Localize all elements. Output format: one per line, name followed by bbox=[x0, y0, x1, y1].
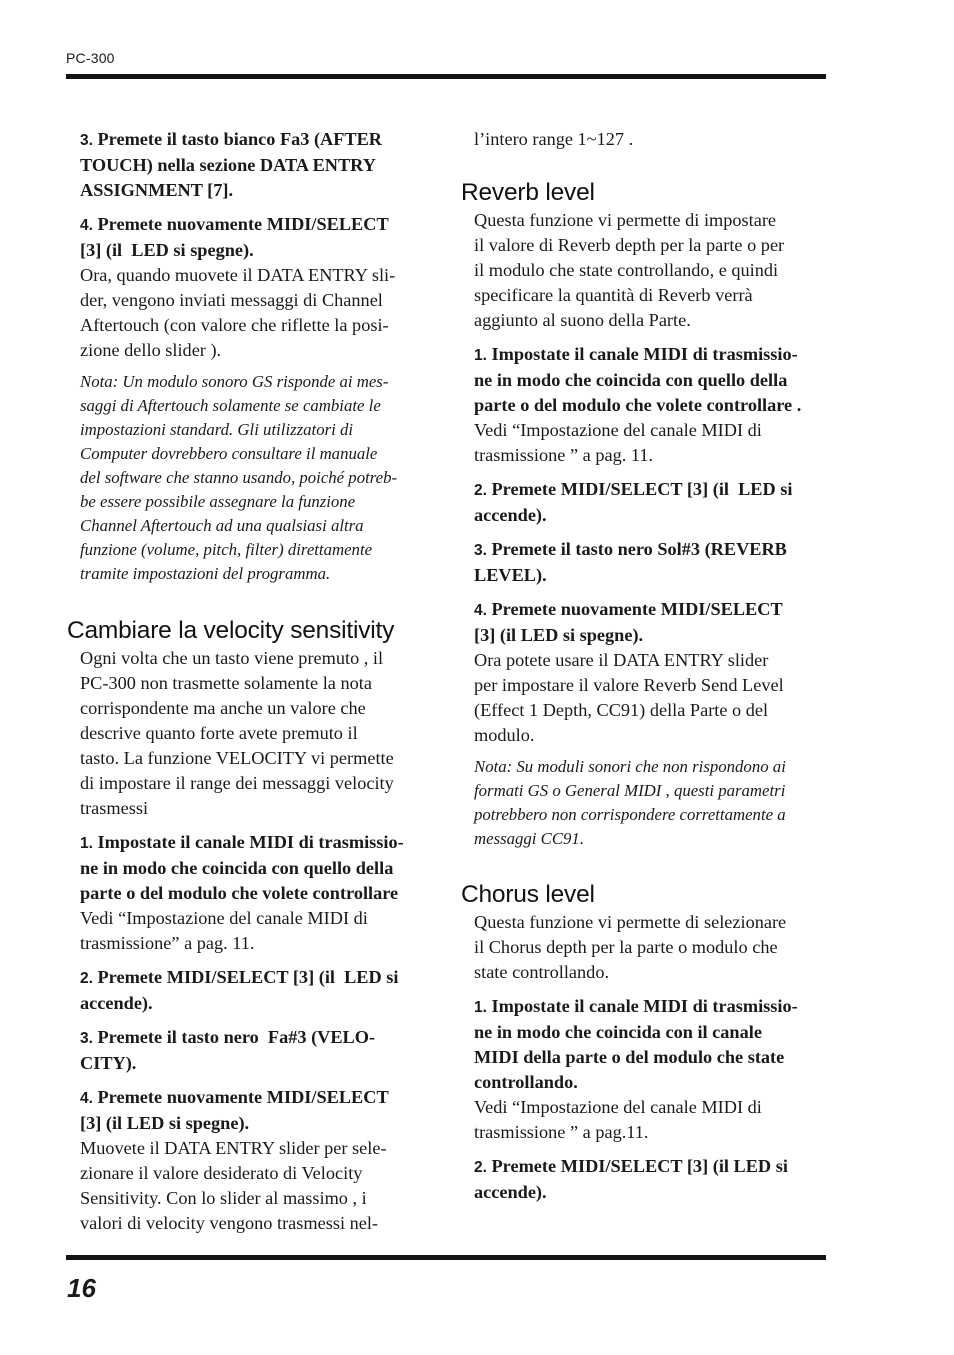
step-number: 1. bbox=[474, 347, 487, 364]
step-text: [3] (il LED si spegne). bbox=[80, 240, 254, 260]
text-line: del software che stanno usando, poiché potreb- bbox=[80, 468, 398, 487]
step-item bbox=[80, 1025, 430, 1076]
text-line: il valore di Reverb depth per la parte o per bbox=[474, 235, 785, 255]
step-item bbox=[80, 1085, 430, 1136]
text-line: Muovete il DATA ENTRY slider per sele- bbox=[80, 1138, 387, 1158]
text-line: modulo. bbox=[474, 725, 535, 745]
step-text: TOUCH) nella sezione DATA ENTRY bbox=[80, 155, 376, 175]
body-text bbox=[474, 418, 826, 468]
step-number: 1. bbox=[474, 999, 487, 1016]
section-heading-velocity: Cambiare la velocity sensitivity bbox=[67, 617, 395, 644]
running-head: PC-300 bbox=[66, 50, 115, 66]
step-item bbox=[474, 1154, 826, 1205]
right-column bbox=[461, 127, 826, 1205]
text-line: Nota: Un modulo sonoro GS risponde ai mes- bbox=[80, 372, 389, 391]
step-item bbox=[474, 342, 826, 418]
text-line: valori di velocity vengono trasmessi nel- bbox=[80, 1213, 379, 1233]
body-text bbox=[474, 208, 826, 333]
step-text: Premete nuovamente MIDI/SELECT bbox=[97, 214, 389, 234]
body-text bbox=[80, 263, 430, 363]
text-line: Ora, quando muovete il DATA ENTRY sli- bbox=[80, 265, 396, 285]
step-item bbox=[80, 830, 430, 906]
step-item bbox=[474, 537, 826, 588]
text-line: corrispondente ma anche un valore che bbox=[80, 698, 366, 718]
text-line: potrebbero non corrispondere correttamente a bbox=[474, 805, 786, 824]
section-heading-reverb: Reverb level bbox=[461, 179, 595, 206]
text-line: be essere possibile assegnare la funzione bbox=[80, 492, 356, 511]
text-line: per impostare il valore Reverb Send Level bbox=[474, 675, 784, 695]
step-item bbox=[80, 212, 430, 263]
step-text: [3] (il LED si spegne). bbox=[474, 625, 644, 645]
body-text bbox=[80, 1136, 430, 1236]
step-text: Premete il tasto nero Sol#3 (REVERB bbox=[491, 539, 787, 559]
text-line: formati GS o General MIDI , questi parametri bbox=[474, 781, 786, 800]
text-line: trasmissione” a pag. 11. bbox=[80, 933, 255, 953]
step-item bbox=[474, 597, 826, 648]
text-line: messaggi CC91. bbox=[474, 829, 585, 848]
footer-rule bbox=[66, 1255, 826, 1260]
step-text: ASSIGNMENT [7]. bbox=[80, 180, 234, 200]
text-line: PC-300 non trasmette solamente la nota bbox=[80, 673, 372, 693]
step-text: parte o del modulo che volete controllare bbox=[80, 883, 399, 903]
step-text: ne in modo che coincida con quello della bbox=[474, 370, 788, 390]
step-text: accende). bbox=[474, 1182, 547, 1202]
step-text: LEVEL). bbox=[474, 565, 547, 585]
step-text: ne in modo che coincida con quello della bbox=[80, 858, 394, 878]
step-text: [3] (il LED si spegne). bbox=[80, 1113, 250, 1133]
step-number: 2. bbox=[474, 482, 487, 499]
text-line: funzione (volume, pitch, filter) direttamente bbox=[80, 540, 373, 559]
text-line: trasmissione ” a pag. 11. bbox=[474, 445, 654, 465]
step-item bbox=[474, 994, 826, 1095]
text-line: Ora potete usare il DATA ENTRY slider bbox=[474, 650, 769, 670]
text-line: di impostare il range dei messaggi velocity bbox=[80, 773, 394, 793]
step-number: 2. bbox=[474, 1159, 487, 1176]
text-line: tasto. La funzione VELOCITY vi permette bbox=[80, 748, 394, 768]
text-line: impostazioni standard. Gli utilizzatori di bbox=[80, 420, 354, 439]
body-text bbox=[80, 906, 430, 956]
step-text: Premete nuovamente MIDI/SELECT bbox=[491, 599, 783, 619]
text-line: Computer dovrebbero consultare il manuale bbox=[80, 444, 378, 463]
text-line: Questa funzione vi permette di selezionare bbox=[474, 912, 787, 932]
text-line: Vedi “Impostazione del canale MIDI di bbox=[474, 1097, 762, 1117]
text-line: il modulo che state controllando, e quindi bbox=[474, 260, 779, 280]
step-text: CITY). bbox=[80, 1053, 137, 1073]
step-text: Premete il tasto nero Fa#3 (VELO- bbox=[97, 1027, 376, 1047]
header-rule bbox=[66, 74, 826, 79]
text-line: il Chorus depth per la parte o modulo che bbox=[474, 937, 778, 957]
text-line: saggi di Aftertouch solamente se cambiate le bbox=[80, 396, 381, 415]
step-text: accende). bbox=[80, 993, 153, 1013]
text-line: Sensitivity. Con lo slider al massimo , i bbox=[80, 1188, 367, 1208]
step-number: 3. bbox=[80, 1030, 93, 1047]
step-text: accende). bbox=[474, 505, 547, 525]
step-text: parte o del modulo che volete controllare . bbox=[474, 395, 802, 415]
step-number: 4. bbox=[80, 1090, 93, 1107]
step-text: controllando. bbox=[474, 1072, 578, 1092]
step-text: ne in modo che coincida con il canale bbox=[474, 1022, 762, 1042]
page-number: 16 bbox=[67, 1273, 96, 1303]
step-item bbox=[80, 127, 430, 203]
text-line: trasmissione ” a pag.11. bbox=[474, 1122, 649, 1142]
step-number: 3. bbox=[80, 132, 93, 149]
left-column bbox=[67, 127, 430, 1236]
note-text bbox=[474, 755, 826, 851]
text-line: Vedi “Impostazione del canale MIDI di bbox=[474, 420, 762, 440]
step-number: 3. bbox=[474, 542, 487, 559]
text-line: specificare la quantità di Reverb verrà bbox=[474, 285, 753, 305]
body-text bbox=[474, 910, 826, 985]
text-line: aggiunto al suono della Parte. bbox=[474, 310, 691, 330]
text-line: tramite impostazioni del programma. bbox=[80, 564, 331, 583]
text-line: zionare il valore desiderato di Velocity bbox=[80, 1163, 363, 1183]
text-line: descrive quanto forte avete premuto il bbox=[80, 723, 358, 743]
text-line: der, vengono inviati messaggi di Channel bbox=[80, 290, 383, 310]
step-item bbox=[80, 965, 430, 1016]
text-line: (Effect 1 Depth, CC91) della Parte o del bbox=[474, 700, 769, 720]
text-line: Nota: Su moduli sonori che non rispondono ai bbox=[474, 757, 786, 776]
text-line: Channel Aftertouch ad una qualsiasi altra bbox=[80, 516, 364, 535]
text-line: Ogni volta che un tasto viene premuto , il bbox=[80, 648, 384, 668]
step-text: Premete il tasto bianco Fa3 (AFTER bbox=[97, 129, 383, 149]
step-number: 4. bbox=[474, 602, 487, 619]
text-line: Vedi “Impostazione del canale MIDI di bbox=[80, 908, 368, 928]
text-line: state controllando. bbox=[474, 962, 610, 982]
body-text bbox=[474, 648, 826, 748]
step-text: Premete MIDI/SELECT [3] (il LED si bbox=[97, 967, 399, 987]
step-number: 4. bbox=[80, 217, 93, 234]
step-text: Premete MIDI/SELECT [3] (il LED si bbox=[491, 479, 793, 499]
step-item bbox=[474, 477, 826, 528]
text-line: Questa funzione vi permette di impostare bbox=[474, 210, 777, 230]
step-number: 2. bbox=[80, 970, 93, 987]
body-text bbox=[80, 646, 430, 821]
body-text: l’intero range 1~127 . bbox=[474, 129, 634, 149]
step-text: Premete MIDI/SELECT [3] (il LED si bbox=[491, 1156, 788, 1176]
step-number: 1. bbox=[80, 835, 93, 852]
text-line: Aftertouch (con valore che riflette la posi- bbox=[80, 315, 389, 335]
section-heading-chorus: Chorus level bbox=[461, 881, 595, 908]
text-line: zione dello slider ). bbox=[80, 340, 222, 360]
step-text: Impostate il canale MIDI di trasmissio- bbox=[491, 344, 798, 364]
text-line: trasmessi bbox=[80, 798, 149, 818]
step-text: Premete nuovamente MIDI/SELECT bbox=[97, 1087, 389, 1107]
body-text bbox=[474, 1095, 826, 1145]
step-text: MIDI della parte o del modulo che state bbox=[474, 1047, 785, 1067]
step-text: Impostate il canale MIDI di trasmissio- bbox=[491, 996, 798, 1016]
step-text: Impostate il canale MIDI di trasmissio- bbox=[97, 832, 404, 852]
note-text bbox=[80, 370, 430, 586]
